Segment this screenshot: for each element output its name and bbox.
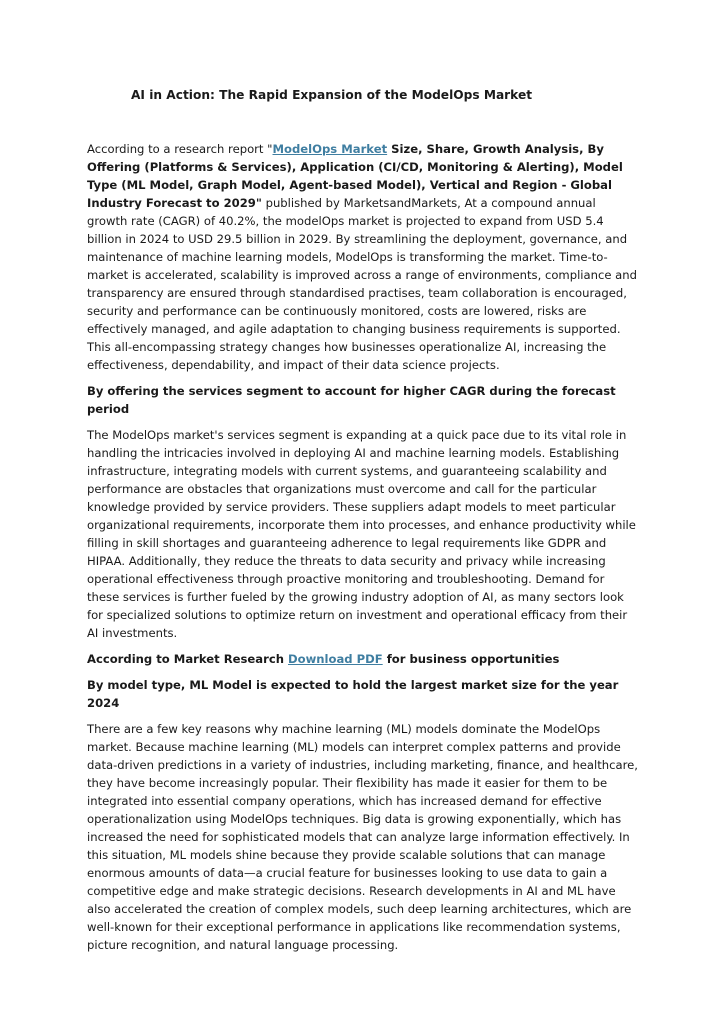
document-body xyxy=(87,140,639,954)
services-paragraph: The ModelOps market's services segment is expanding at a quick pace due to its vital role in handling the intricacies involved in deploying AI and machine learning models. Establishing infrastructure, integrating models with current systems, and guaranteeing scalability and performance are obstacles that organizations must overcome and call for the particular knowledge provided by service providers. These suppliers adapt models to meet particular organizational requirements, incorporate them into processes, and enhance productivity while filling in skill shortages and guaranteeing adherence to legal requirements like GDPR and HIPAA. Additionally, they reduce the threats to data security and privacy while increasing operational effectiveness through proactive monitoring and troubleshooting. Demand for these services is further fueled by the growing industry adoption of AI, as many sectors look for specialized solutions to optimize return on investment and operational efficacy from their AI investments. xyxy=(87,428,636,640)
ml-model-paragraph: There are a few key reasons why machine learning (ML) models dominate the ModelOps market. Because machine learning (ML) models can interpret complex patterns and provide data-driven predictions in a variety of industries, including marketing, finance, and healthcare, they have become increasingly popular. Their flexibility has made it easier for them to be integrated into essential company operations, which has increased demand for effective operationalization using ModelOps techniques. Big data is growing exponentially, which has increased the need for sophisticated models that can analyze large information effectively. In this situation, ML models shine because they provide scalable solutions that can manage enormous amounts of data—a crucial feature for businesses looking to use data to gain a competitive edge and make strategic decisions. Research developments in AI and ML have also accelerated the creation of complex models, such deep learning architectures, which are well-known for their exceptional performance in applications like recommendation systems, picture recognition, and natural language processing. xyxy=(87,722,638,952)
services-heading: By offering the services segment to account for higher CAGR during the forecast period xyxy=(87,384,616,416)
research-suffix: for business opportunities xyxy=(382,652,560,666)
report-title: Size, Share, Growth Analysis, By Offering (Platforms & Services), Application (CI/CD, Monitoring & Alerting), Model Type (ML Model, Graph Model, Agent-based Model), Vertical and Region - Global Industry Forecast to 2029" xyxy=(87,142,623,210)
modelops-market-link[interactable]: ModelOps Market xyxy=(272,142,388,156)
download-pdf-link[interactable]: Download PDF xyxy=(287,652,383,666)
intro-paragraph xyxy=(87,140,639,374)
research-prefix: According to Market Research xyxy=(87,652,288,666)
intro-prefix: According to a research report " xyxy=(87,142,273,156)
document-title: AI in Action: The Rapid Expansion of the ModelOps Market xyxy=(131,88,533,102)
ml-model-heading: By model type, ML Model is expected to hold the largest market size for the year 2024 xyxy=(87,678,619,710)
research-line xyxy=(87,650,639,668)
intro-text: published by MarketsandMarkets, At a compound annual growth rate (CAGR) of 40.2%, the modelOps market is projected to expand from USD 5.4 billion in 2024 to USD 29.5 billion in 2029. By streamlining the deployment, governance, and maintenance of machine learning models, ModelOps is transforming the market. Time-to-market is accelerated, scalability is improved across a range of environments, compliance and transparency are ensured through standardised practises, team collaboration is encouraged, security and performance can be continuously monitored, costs are lowered, risks are effectively managed, and agile adaptation to changing business requirements is supported. This all-encompassing strategy changes how businesses operationalize AI, increasing the effectiveness, dependability, and impact of their data science projects. xyxy=(87,196,637,372)
